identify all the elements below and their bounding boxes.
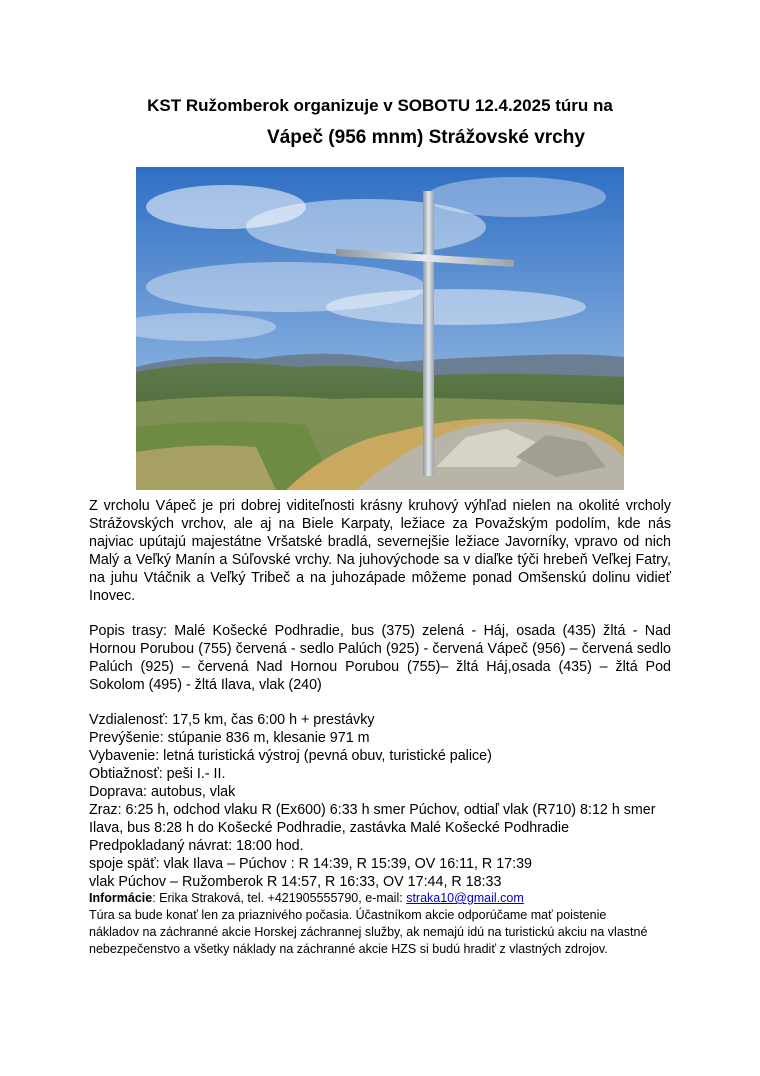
email-link[interactable]: straka10@gmail.com [406, 891, 524, 905]
elevation-line: Prevýšenie: stúpanie 836 m, klesanie 971 m [89, 730, 370, 746]
summit-cross-photo [136, 167, 624, 490]
contact-text: : Erika Straková, tel. +421905555790, e-mail: [152, 891, 407, 905]
difficulty-line: Obtiažnosť: peši I.- II. [89, 766, 226, 782]
info-label: Informácie [89, 891, 153, 905]
transport-line: Doprava: autobus, vlak [89, 784, 236, 800]
info-section [89, 890, 649, 958]
trip-details [89, 711, 679, 891]
title-line-2: Vápeč (956 mnm) Strážovské vrchy [267, 127, 585, 148]
meeting-line: Zraz: 6:25 h, odchod vlaku R (Ex600) 6:33 h smer Púchov, odtiaľ vlak (R710) 8:12 h smer Ilava, bus 8:28 h do Košecké Podhradie, zastávka Malé Košecké Podhradie [89, 802, 656, 836]
distance-line: Vzdialenosť: 17,5 km, čas 6:00 h + prestávky [89, 712, 375, 728]
return-connections-line-1: spoje späť: vlak Ilava – Púchov : R 14:39, R 15:39, OV 16:11, R 17:39 [89, 856, 533, 872]
equipment-line: Vybavenie: letná turistická výstroj (pevná obuv, turistické palice) [89, 748, 492, 764]
return-connections-line-2: vlak Púchov – Ružomberok R 14:57, R 16:33, OV 17:44, R 18:33 [89, 874, 502, 890]
weather-note: Túra sa bude konať len za priaznivého počasia. Účastníkom akcie odporúčame mať poistenie nákladov na záchranné akcie Horskej záchrannej služby, ak nemajú idú na turistickú akciu na vlastné nebezpečenstvo a všetky náklady na záchranné akcie HZS si budú hradiť z vlastných zdrojov. [89, 908, 648, 956]
route-paragraph: Popis trasy: Malé Košecké Podhradie, bus (375) zelená - Háj, osada (435) žltá - Nad Hornou Porubou (755) červená - sedlo Palúch (925) - červená Vápeč (956) – červená sedlo Palúch (925) – červená Nad Hornou Porubou (755)– žltá Háj,osada (435) – žltá Pod Sokolom (495) - žltá Ilava, vlak (240) [89, 623, 671, 693]
return-line: Predpokladaný návrat: 18:00 hod. [89, 838, 304, 854]
intro-paragraph: Z vrcholu Vápeč je pri dobrej viditeľnosti krásny kruhový výhľad nielen na okolité vrcholy Strážovských vrchov, ale aj na Biele Karpaty, ležiace za Považským podolím, kde nás najviac upútajú majestátne Vršatské bradlá, severnejšie ležiace Javorníky, vpravo od nich Malý a Veľký Manín a Súľovské vrchy. Na juhovýchode sa v diaľke týči hrebeň Veľkej Fatry, na juhu Vtáčnik a Veľký Tribeč a na juhozápade môžeme ponad Omšenskú dolinu vidieť Inovec. [89, 498, 671, 604]
title-line-1: KST Ružomberok organizuje v SOBOTU 12.4.2025 túru na [147, 96, 613, 115]
